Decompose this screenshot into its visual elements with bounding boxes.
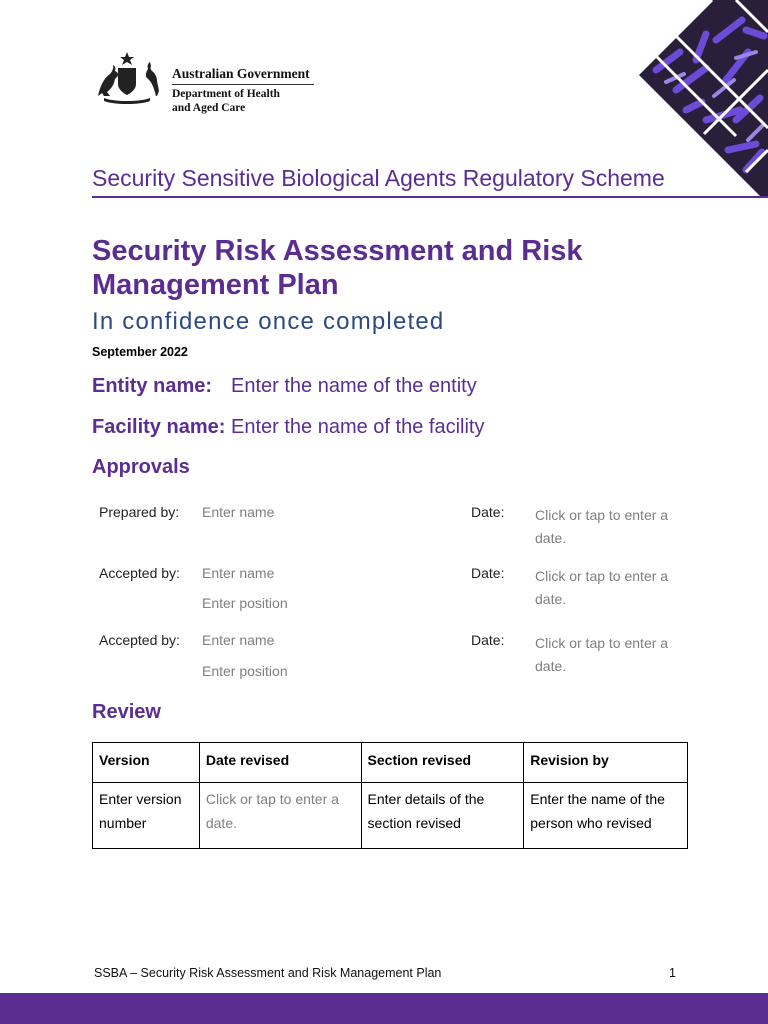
entity-field[interactable]: Enter the name of the entity: [231, 375, 477, 397]
entity-label: Entity name:: [92, 375, 213, 397]
prepared-by-label: Prepared by:: [99, 504, 180, 520]
accepted-by-label: Accepted by:: [99, 565, 180, 581]
prepared-date-label: Date:: [471, 504, 505, 520]
footer-text: SSBA – Security Risk Assessment and Risk Management Plan: [94, 966, 442, 980]
accepted-by-name-field[interactable]: Enter name: [202, 565, 275, 581]
column-header-date-revised: Date revised: [199, 743, 361, 783]
table-row: [93, 783, 688, 849]
cell-line: section revised: [367, 815, 461, 831]
table-header-row: [93, 743, 688, 783]
date-placeholder-line2: date.: [535, 591, 567, 607]
logo-divider: [172, 84, 314, 85]
date-placeholder-line1: Click or tap to enter a: [535, 635, 669, 651]
date-placeholder-line1: Click or tap to enter a: [535, 568, 669, 584]
accepted-date-picker[interactable]: [535, 565, 668, 611]
cell-line: Click or tap to enter a: [205, 791, 339, 807]
department-name-line2: and Aged Care: [172, 102, 246, 114]
cell-line: Enter version: [99, 791, 182, 807]
date-placeholder-line1: Click or tap to enter a: [535, 507, 669, 523]
cell-line: Enter the name of the: [530, 791, 665, 807]
cell-line: person who revised: [530, 815, 652, 831]
date-placeholder-line2: date.: [535, 658, 567, 674]
document-subtitle: In confidence once completed: [92, 308, 445, 335]
page-number: 1: [669, 966, 676, 980]
approvals-heading: Approvals: [92, 456, 190, 478]
review-table: [92, 742, 688, 849]
coat-of-arms-icon: [90, 50, 164, 106]
section-revised-field[interactable]: [361, 783, 524, 849]
cell-line: number: [99, 815, 147, 831]
date-revised-picker[interactable]: [199, 783, 361, 849]
department-name-line1: Department of Health: [172, 88, 280, 100]
cell-line: date.: [205, 815, 237, 831]
revision-by-field[interactable]: [524, 783, 688, 849]
prepared-by-name-field[interactable]: Enter name: [202, 504, 275, 520]
column-header-revision-by: Revision by: [524, 743, 688, 783]
facility-field[interactable]: Enter the name of the facility: [231, 416, 485, 438]
accepted-by-label-2: Accepted by:: [99, 632, 180, 648]
accepted-by-name-field-2[interactable]: Enter name: [202, 632, 275, 648]
date-placeholder-line2: date.: [535, 530, 567, 546]
document-title: Security Risk Assessment and Risk Management Plan: [92, 235, 583, 301]
cell-line: Enter details of the: [367, 791, 485, 807]
scheme-title: Security Sensitive Biological Agents Regulatory Scheme: [92, 165, 665, 191]
accepted-by-position-field[interactable]: Enter position: [202, 595, 288, 611]
footer-bar: [0, 993, 768, 1024]
accepted-date-label: Date:: [471, 565, 505, 581]
accepted-date-label-2: Date:: [471, 632, 505, 648]
document-date: September 2022: [92, 345, 188, 359]
column-header-section-revised: Section revised: [361, 743, 524, 783]
accepted-by-position-field-2[interactable]: Enter position: [202, 663, 288, 679]
facility-label: Facility name:: [92, 416, 226, 438]
review-heading: Review: [92, 701, 161, 723]
column-header-version: Version: [93, 743, 200, 783]
prepared-date-picker[interactable]: [535, 504, 668, 550]
scheme-divider: [92, 196, 768, 198]
government-name: Australian Government: [172, 66, 310, 81]
accepted-date-picker-2[interactable]: [535, 632, 668, 678]
version-field[interactable]: [93, 783, 200, 849]
